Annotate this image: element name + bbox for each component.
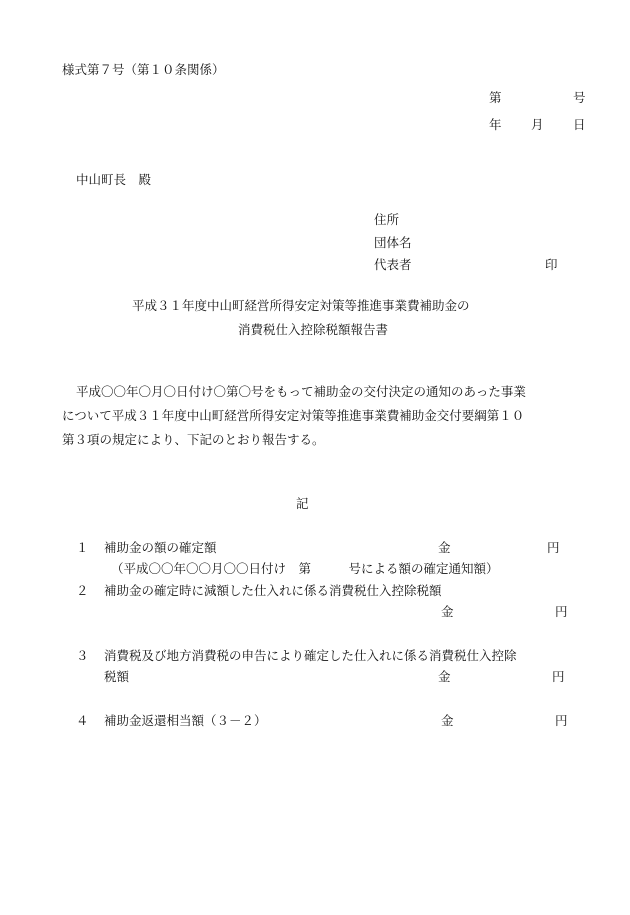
representative-label: 代表者: [374, 257, 412, 272]
kin-label: 金: [441, 604, 454, 619]
kin-label: 金: [441, 713, 454, 728]
doc-number-suffix: 号: [573, 90, 586, 105]
document-title-line2: 消費税仕入控除税額報告書: [238, 322, 389, 337]
item-number: ２: [76, 583, 89, 598]
organization-label: 団体名: [374, 235, 412, 250]
yen-label: 円: [547, 540, 560, 555]
yen-label: 円: [552, 669, 565, 684]
item-label: 補助金の確定時に減額した仕入れに係る消費税仕入控除税額: [104, 583, 442, 598]
body-line1: 平成〇〇年〇月〇日付け〇第〇号をもって補助金の交付決定の通知のあった事業: [76, 384, 526, 399]
document-title-line1: 平成３１年度中山町経営所得安定対策等推進事業費補助金の: [132, 298, 470, 313]
item-sub-note: （平成〇〇年〇〇月〇〇日付け 第 号による額の確定通知額）: [111, 561, 499, 576]
seal-mark: 印: [545, 257, 558, 272]
yen-label: 円: [555, 604, 568, 619]
kin-label: 金: [438, 540, 451, 555]
address-label: 住所: [374, 212, 400, 227]
form-number: 様式第７号（第１０条関係）: [62, 62, 225, 77]
addressee: 中山町長 殿: [76, 172, 152, 187]
body-line3: 第３項の規定により、下記のとおり報告する。: [62, 432, 325, 447]
date-year: 年: [489, 117, 502, 132]
item-number: ３: [76, 648, 89, 663]
yen-label: 円: [555, 713, 568, 728]
item-label: 補助金の額の確定額: [104, 540, 217, 555]
date-day: 日: [573, 117, 586, 132]
body-line2: について平成３１年度中山町経営所得安定対策等推進事業費補助金交付要綱第１０: [62, 408, 525, 423]
item-number: １: [76, 540, 89, 555]
item-label-continued: 税額: [104, 669, 130, 684]
ki-heading: 記: [296, 496, 309, 511]
item-label: 消費税及び地方消費税の申告により確定した仕入れに係る消費税仕入控除: [104, 648, 517, 663]
kin-label: 金: [438, 669, 451, 684]
date-month: 月: [531, 117, 544, 132]
item-label: 補助金返還相当額（３－２）: [104, 713, 267, 728]
item-number: ４: [76, 713, 89, 728]
doc-number-prefix: 第: [489, 90, 502, 105]
